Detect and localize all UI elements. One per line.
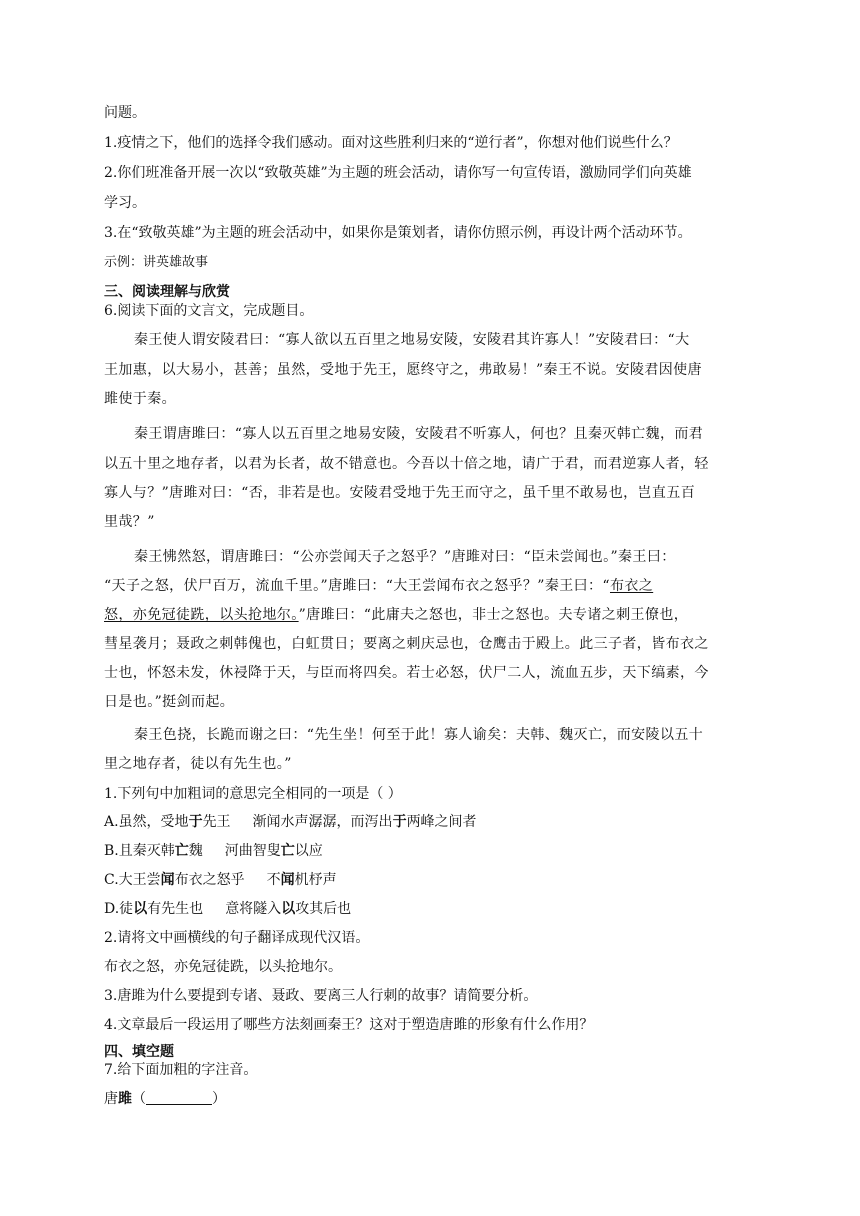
- passage-p2-line1: 秦王谓唐雎曰：“寡人以五百里之地易安陵，安陵君不听寡人，何也？且秦灭韩亡魏，而君: [134, 426, 704, 442]
- passage-p1-line2: 王加惠，以大易小，甚善；虽然，受地于先王，愿终守之，弗敢易！”秦王不说。安陵君因使唐: [104, 362, 702, 378]
- sub-question-2-sentence: 布衣之怒，亦免冠徒跣，以头抢地尔。: [104, 959, 342, 975]
- close-paren: ）: [212, 1091, 226, 1107]
- option-d-text-4: 攻其后也: [295, 901, 352, 917]
- option-a-bold-1: 于: [188, 814, 203, 830]
- sub-question-2: 2.请将文中画横线的句子翻译成现代汉语。: [104, 930, 370, 946]
- passage-p3-line3-text: ”唐雎曰：“此庸夫之怒也，非士之怒也。夫专诸之刺王僚也，: [298, 607, 689, 623]
- section2-example: 示例：讲英雄故事: [104, 255, 209, 270]
- underlined-sentence-start: 布衣之: [609, 578, 654, 594]
- question-7-char: 唐: [104, 1091, 118, 1107]
- section2-question-1: 1.疫情之下，他们的选择令我们感动。面对这些胜利归来的“逆行者”，你想对他们说些什么？: [104, 135, 678, 151]
- question-7: 7.给下面加粗的字注音。: [104, 1062, 258, 1078]
- passage-p3-line2: [104, 576, 764, 596]
- passage-p2-line2: 以五十里之地存者，以君为长者，故不错意也。今吾以十倍之地，请广于君，而君逆寡人者，轻: [104, 456, 709, 472]
- option-a-bold-2: 于: [392, 814, 407, 830]
- option-c-bold-2: 闻: [280, 872, 295, 888]
- passage-p2-line4: 里哉？”: [104, 514, 155, 530]
- option-d-text-2: 有先生也: [147, 901, 204, 917]
- option-d-text-3: 意将隧入: [225, 901, 282, 917]
- passage-p1-line1: 秦王使人谓安陵君曰：“寡人欲以五百里之地易安陵，安陵君其许寡人！”安陵君曰：“大: [134, 332, 690, 348]
- option-c-text-4: 机杼声: [294, 872, 337, 888]
- passage-p4-line2: 里之地存者，徒以有先生也。”: [104, 756, 292, 772]
- passage-p3-line4: 彗星袭月；聂政之刺韩傀也，白虹贯日；要离之刺庆忌也，仓鹰击于殿上。此三子者，皆布衣之: [104, 636, 709, 652]
- option-c-bold-1: 闻: [160, 872, 175, 888]
- option-a-text-2: 先王: [202, 814, 231, 830]
- question-6-intro: 6.阅读下面的文言文，完成题目。: [104, 303, 314, 319]
- passage-p3-line1: 秦王怫然怒，谓唐雎曰：“公亦尝闻天子之怒乎？”唐雎对曰：“臣未尝闻也。”秦王曰：: [134, 549, 676, 565]
- section2-question-2-line2: 学习。: [104, 195, 146, 211]
- open-paren: （: [132, 1091, 146, 1107]
- option-b-bold-2: 亡: [280, 843, 295, 859]
- section4-heading: 四、填空题: [104, 1044, 174, 1060]
- option-c-text-1: C.大王尝: [104, 872, 161, 888]
- passage-p3-line2-text: “天子之怒，伏尸百万，流血千里。”唐雎曰：“大王尝闻布衣之怒乎？”秦王曰：“: [104, 578, 610, 594]
- question-7-bold-char: 雎: [118, 1091, 132, 1107]
- underlined-sentence-end: 怒，亦免冠徒跣，以头抢地尔。: [104, 607, 299, 623]
- option-c-text-2: 布衣之怒乎: [174, 872, 245, 888]
- passage-p1-line3: 雎使于秦。: [104, 391, 176, 407]
- option-a: [104, 812, 764, 832]
- option-a-text-4: 两峰之间者: [406, 814, 477, 830]
- option-b-bold-1: 亡: [174, 843, 189, 859]
- passage-p3-line5: 士也，怀怒未发，休祲降于天，与臣而将四矣。若士必怒，伏尸二人，流血五步，天下缟素，今: [104, 665, 709, 681]
- option-c-text-3: 不: [266, 872, 281, 888]
- option-a-text-3: 渐闻水声潺潺，而泻出: [252, 814, 393, 830]
- option-b-text-4: 以应: [294, 843, 323, 859]
- option-b-text-2: 魏: [188, 843, 203, 859]
- option-c: [104, 870, 764, 890]
- section3-heading: 三、阅读理解与欣赏: [104, 284, 230, 300]
- section2-intro-tail: 问题。: [104, 105, 146, 121]
- question-7-item: [104, 1089, 764, 1109]
- answer-blank[interactable]: [146, 1090, 212, 1105]
- sub-question-1-stem: 1.下列句中加粗词的意思完全相同的一项是（ ）: [104, 786, 402, 802]
- passage-p4-line1: 秦王色挠，长跪而谢之曰：“先生坐！何至于此！寡人谕矣：夫韩、魏灭亡，而安陵以五十: [134, 727, 704, 743]
- option-d-bold-2: 以: [281, 901, 296, 917]
- option-b-text-1: B.且秦灭韩: [104, 843, 175, 859]
- sub-question-4: 4.文章最后一段运用了哪些方法刻画秦王？这对于塑造唐雎的形象有什么作用？: [104, 1017, 594, 1033]
- option-d: [104, 899, 764, 919]
- option-a-text-1: A.虽然，受地: [104, 814, 189, 830]
- option-b: [104, 841, 764, 861]
- passage-p2-line3: 寡人与？”唐雎对曰：“否，非若是也。安陵君受地于先王而守之，虽千里不敢易也，岂直五百: [104, 485, 696, 501]
- option-d-bold-1: 以: [133, 901, 148, 917]
- sub-question-3: 3.唐雎为什么要提到专诸、聂政、要离三人行刺的故事？请简要分析。: [104, 988, 538, 1004]
- section2-question-3: 3.在“致敬英雄”为主题的班会活动中，如果你是策划者，请你仿照示例，再设计两个活动环节。: [104, 225, 692, 241]
- passage-p3-line6: 日是也。”挺剑而起。: [104, 694, 235, 710]
- passage-p3-line3: [104, 605, 764, 625]
- section2-question-2-line1: 2.你们班准备开展一次以“致敬英雄”为主题的班会活动，请你写一句宣传语，激励同学们向英雄: [104, 165, 692, 181]
- option-b-text-3: 河曲智叟: [224, 843, 281, 859]
- option-d-text-1: D.徒: [104, 901, 134, 917]
